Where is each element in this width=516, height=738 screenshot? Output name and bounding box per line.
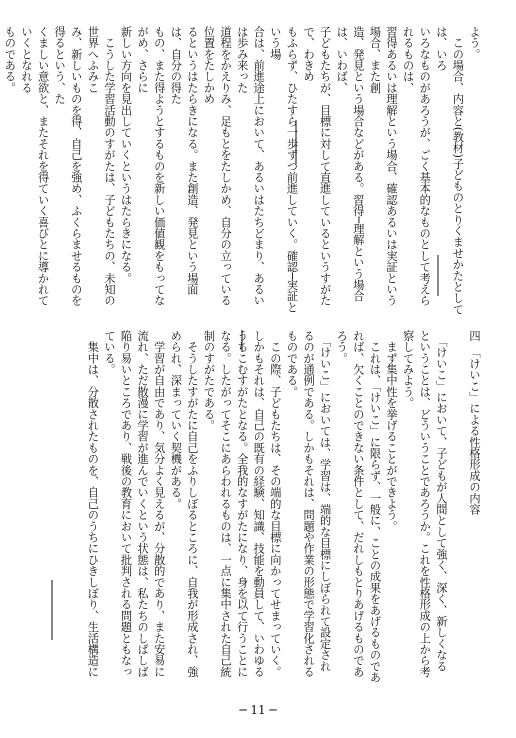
text-line: しかもそれは、自己の既有の経験、知識、技能を動員して、いわゆる xyxy=(252,330,266,678)
text-line: ろう。 xyxy=(335,330,349,364)
text-line: れば、欠くことのできない条件として、だれしもとりあげるものであ xyxy=(351,330,365,678)
text-line: くましい意欲と、またそれを得ていく喜びとに導かれていくとなれる xyxy=(19,26,50,306)
text-line: もの、また得ようとするものを新しい価値観をもってながめ、さらに xyxy=(136,26,166,306)
text-line: 制のすがたである。 xyxy=(202,330,216,431)
text-line: よう。 xyxy=(468,26,481,60)
text-line: こうした学習活動のすがたは、子どもたちの、未知の世界へふみこ xyxy=(86,26,116,306)
text-line: もふらず、ひたすら一歩ずつ前進していく。確認─実証という場 xyxy=(268,26,299,313)
text-line: 子どもたちが、目標に対して直進しているというすがたで、わきめ xyxy=(302,26,332,306)
text-line: 造、発見という場合などがある。習得─理解という場合は、いわば、 xyxy=(335,26,365,302)
text-line: 習得あるいは理解という場合、確認あるいは実証という場合、また創 xyxy=(368,26,399,306)
text-line: 合は、前進途上において、あるいはたちどまり、あるいは歩み来った xyxy=(235,26,266,306)
text-line: ものである。 xyxy=(285,330,299,398)
text-line: 流れ、ただ散漫に学習が進んでいくという状態は、私たちのしばしば xyxy=(136,330,150,678)
text-line: この場合、内容と(教材)子どものとりくませかたとしては、いろ xyxy=(434,26,465,315)
text-line: 新しい方向を見出していくというはたらきになる。 xyxy=(119,26,133,284)
text-line: ものである。 xyxy=(3,26,17,94)
text-line: 集中は、分散されたものを、自己のうちにひきしぼり、生活構造に xyxy=(86,330,100,678)
text-line: この際、子どもたちは、その端的な目標に向かってせまっていく。 xyxy=(268,330,282,678)
text-line: 道程をかえりみ、足もとをたしかめ、自分の立っている位置をたしかめ xyxy=(202,26,233,306)
text-line: るのが通例である。しかもそれは、問題や作業の形態で学習化される xyxy=(302,330,316,678)
text-line: ということは、どういうことであろうか。これを性格形成の上から考 xyxy=(418,330,432,678)
text-line: められ、深まっていく契機がある。 xyxy=(169,330,183,510)
text-line: いろなものがあろうが、ごく基本的なものとして考えられるものは、 xyxy=(401,26,432,306)
text-line: まず集中性を挙げることができよう。 xyxy=(385,330,399,532)
text-line: るというはたらきになる。また創造、発見という場面は、自分の得た xyxy=(169,26,199,295)
text-line: なる。したがってそこにあらわれるものは、一点に集中された自己統 xyxy=(219,330,233,678)
text-line: 学習が自由であり、気分よく見えるが、分散的であり、また安易に xyxy=(152,330,166,678)
text-line: ている。 xyxy=(102,330,116,375)
text-line: 「けいこ」において、子どもが人間として強く、深く、新しくなる xyxy=(434,330,448,672)
text-line: うちこむすがたとなる。全我的なすがたになり、身を以て行うことに xyxy=(235,330,249,678)
upper-text-block xyxy=(3,26,482,317)
text-line xyxy=(0,26,1,317)
page-number: ─ 11 ─ xyxy=(239,703,277,717)
text-line: み、新しいものを得、自己を強め、ふくらませるものを得るという、た xyxy=(53,26,83,306)
text-line: これは、「けいこ」に限らず、一般に、ことの成果をあげるものであ xyxy=(368,330,382,683)
text-line: 察してみよう。 xyxy=(401,330,415,409)
lower-text-block xyxy=(40,330,482,686)
text-line xyxy=(449,330,466,686)
text-line: 四 「けいこ」による性格形成の内容 xyxy=(468,330,481,515)
text-line: そうしたすがたに自己をふりしぼるところに、自我が形成され、強 xyxy=(185,330,199,678)
text-line: 「けいこ」においては、学習は、端的な目標にしぼられて設定され xyxy=(318,330,332,672)
text-line: 陥り易いところであり、戦後の教育において批判される問題ともなっ xyxy=(119,330,133,678)
